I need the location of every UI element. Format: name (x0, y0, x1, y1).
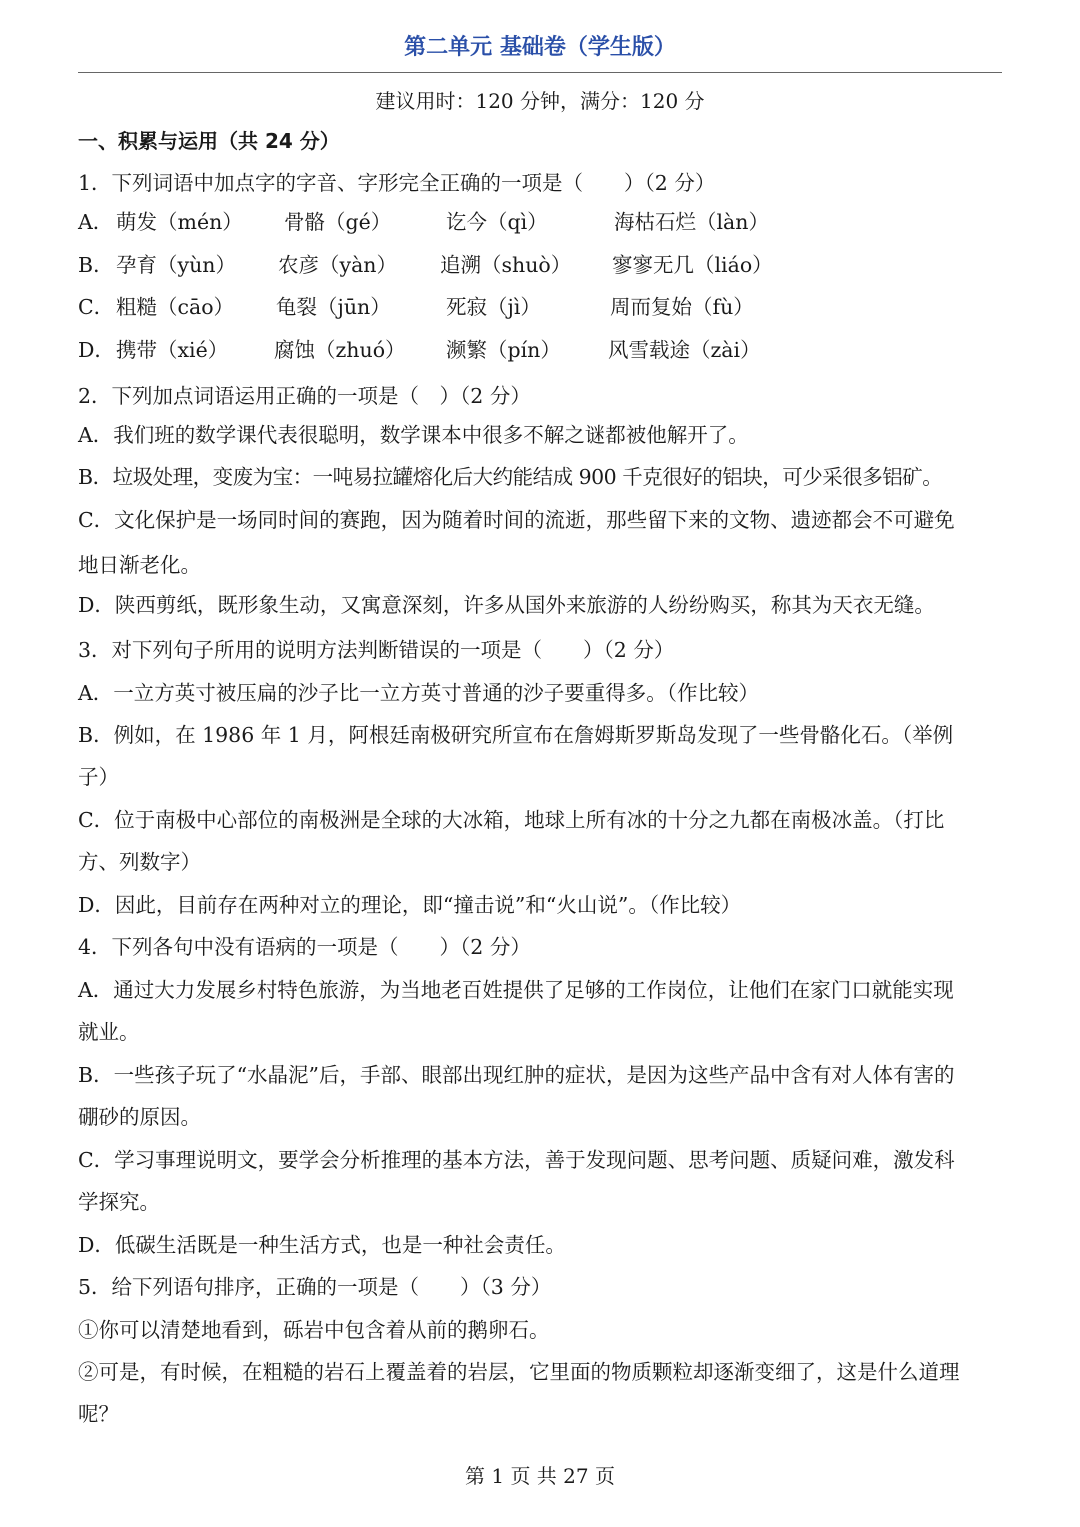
question-2-option-b: B．垃圾处理，变废为宝：一吨易拉罐熔化后大约能结成 900 千克很好的铝块，可少采很多铝矿。 (78, 465, 943, 489)
option-word: 风雪载途（zài） (608, 338, 761, 362)
option-word: 死寂（jì） (446, 295, 541, 319)
question-3-option-b-cont: 子） (78, 765, 119, 789)
option-letter: D． (78, 338, 115, 362)
option-word: 海枯石烂（làn） (614, 210, 769, 234)
question-2-stem: 2．下列加点词语运用正确的一项是（ ）（2 分） (78, 384, 531, 408)
time-score-info: 建议用时：120 分钟，满分：120 分 (375, 89, 705, 113)
question-4-stem: 4．下列各句中没有语病的一项是（ ）（2 分） (78, 935, 531, 959)
question-5-stem: 5．给下列语句排序，正确的一项是（ ）（3 分） (78, 1275, 552, 1299)
option-letter: B． (78, 253, 114, 277)
option-word: 濒繁（pín） (446, 338, 561, 362)
option-letter: C． (78, 295, 115, 319)
question-4-option-a-cont: 就业。 (78, 1020, 140, 1044)
question-2-option-d: D．陕西剪纸，既形象生动，又寓意深刻，许多从国外来旅游的人纷纷购买，称其为天衣无缝。 (78, 593, 935, 617)
option-word: 寥寥无几（liáo） (612, 253, 773, 277)
option-word: 骨骼（gé） (284, 210, 392, 234)
option-word: 周而复始（fù） (610, 295, 754, 319)
question-3-option-a: A．一立方英寸被压扁的沙子比一立方英寸普通的沙子要重得多。（作比较） (78, 681, 760, 705)
page-number: 第 1 页 共 27 页 (465, 1464, 615, 1488)
option-word: 粗糙（cāo） (116, 295, 235, 319)
section-title: 一、积累与运用（共 24 分） (78, 129, 340, 153)
question-4-option-a: A．通过大力发展乡村特色旅游，为当地老百姓提供了足够的工作岗位，让他们在家门口就能实现 (78, 978, 954, 1002)
question-1-option-d (78, 336, 1002, 364)
question-4-option-c-cont: 学探究。 (78, 1190, 160, 1214)
page-title: 第二单元 基础卷（学生版） (404, 35, 676, 60)
question-1-stem: 1．下列词语中加点字的字音、字形完全正确的一项是（ ）（2 分） (78, 171, 716, 195)
question-2-option-a: A．我们班的数学课代表很聪明，数学课本中很多不解之谜都被他解开了。 (78, 423, 749, 447)
option-word: 孕育（yùn） (116, 253, 236, 277)
question-3-stem: 3．对下列句子所用的说明方法判断错误的一项是（ ）（2 分） (78, 638, 675, 662)
question-3-option-d: D．因此，目前存在两种对立的理论，即“撞击说”和“火山说”。（作比较） (78, 893, 742, 917)
option-word: 龟裂（jūn） (276, 295, 391, 319)
option-word: 追溯（shuò） (440, 253, 572, 277)
header-divider (78, 72, 1002, 73)
question-1-option-c (78, 293, 1002, 321)
question-3-option-b: B．例如，在 1986 年 1 月，阿根廷南极研究所宣布在詹姆斯罗斯岛发现了一些骨骼化石。（举例 (78, 723, 954, 747)
option-word: 腐蚀（zhuó） (274, 338, 406, 362)
question-3-option-c-cont: 方、列数字） (78, 850, 201, 874)
option-word: 农彦（yàn） (278, 253, 398, 277)
question-5-sentence-1: ①你可以清楚地看到，砾岩中包含着从前的鹅卵石。 (78, 1318, 550, 1342)
question-4-option-b-cont: 硼砂的原因。 (78, 1105, 201, 1129)
question-5-sentence-2: ②可是，有时候，在粗糙的岩石上覆盖着的岩层，它里面的物质颗粒却逐渐变细了，这是什么道理 (78, 1360, 960, 1384)
question-1-option-a (78, 208, 1002, 236)
option-word: 萌发（mén） (116, 210, 243, 234)
option-letter: A． (78, 210, 114, 234)
option-word: 携带（xié） (116, 338, 229, 362)
question-3-option-c: C．位于南极中心部位的南极洲是全球的大冰箱，地球上所有冰的十分之九都在南极冰盖。（打比 (78, 808, 945, 832)
option-word: 讫今（qì） (446, 210, 548, 234)
question-5-sentence-2-cont: 呢？ (78, 1402, 119, 1426)
question-2-option-c-cont: 地日渐老化。 (78, 553, 201, 577)
question-2-option-c: C．文化保护是一场同时间的赛跑，因为随着时间的流逝，那些留下来的文物、遗迹都会不可避免 (78, 508, 955, 532)
question-1-option-b (78, 251, 1002, 279)
question-4-option-c: C．学习事理说明文，要学会分析推理的基本方法，善于发现问题、思考问题、质疑问难，激发科 (78, 1148, 955, 1172)
question-4-option-b: B．一些孩子玩了“水晶泥”后，手部、眼部出现红肿的症状，是因为这些产品中含有对人体有害的 (78, 1063, 955, 1087)
question-4-option-d: D．低碳生活既是一种生活方式，也是一种社会责任。 (78, 1233, 566, 1257)
